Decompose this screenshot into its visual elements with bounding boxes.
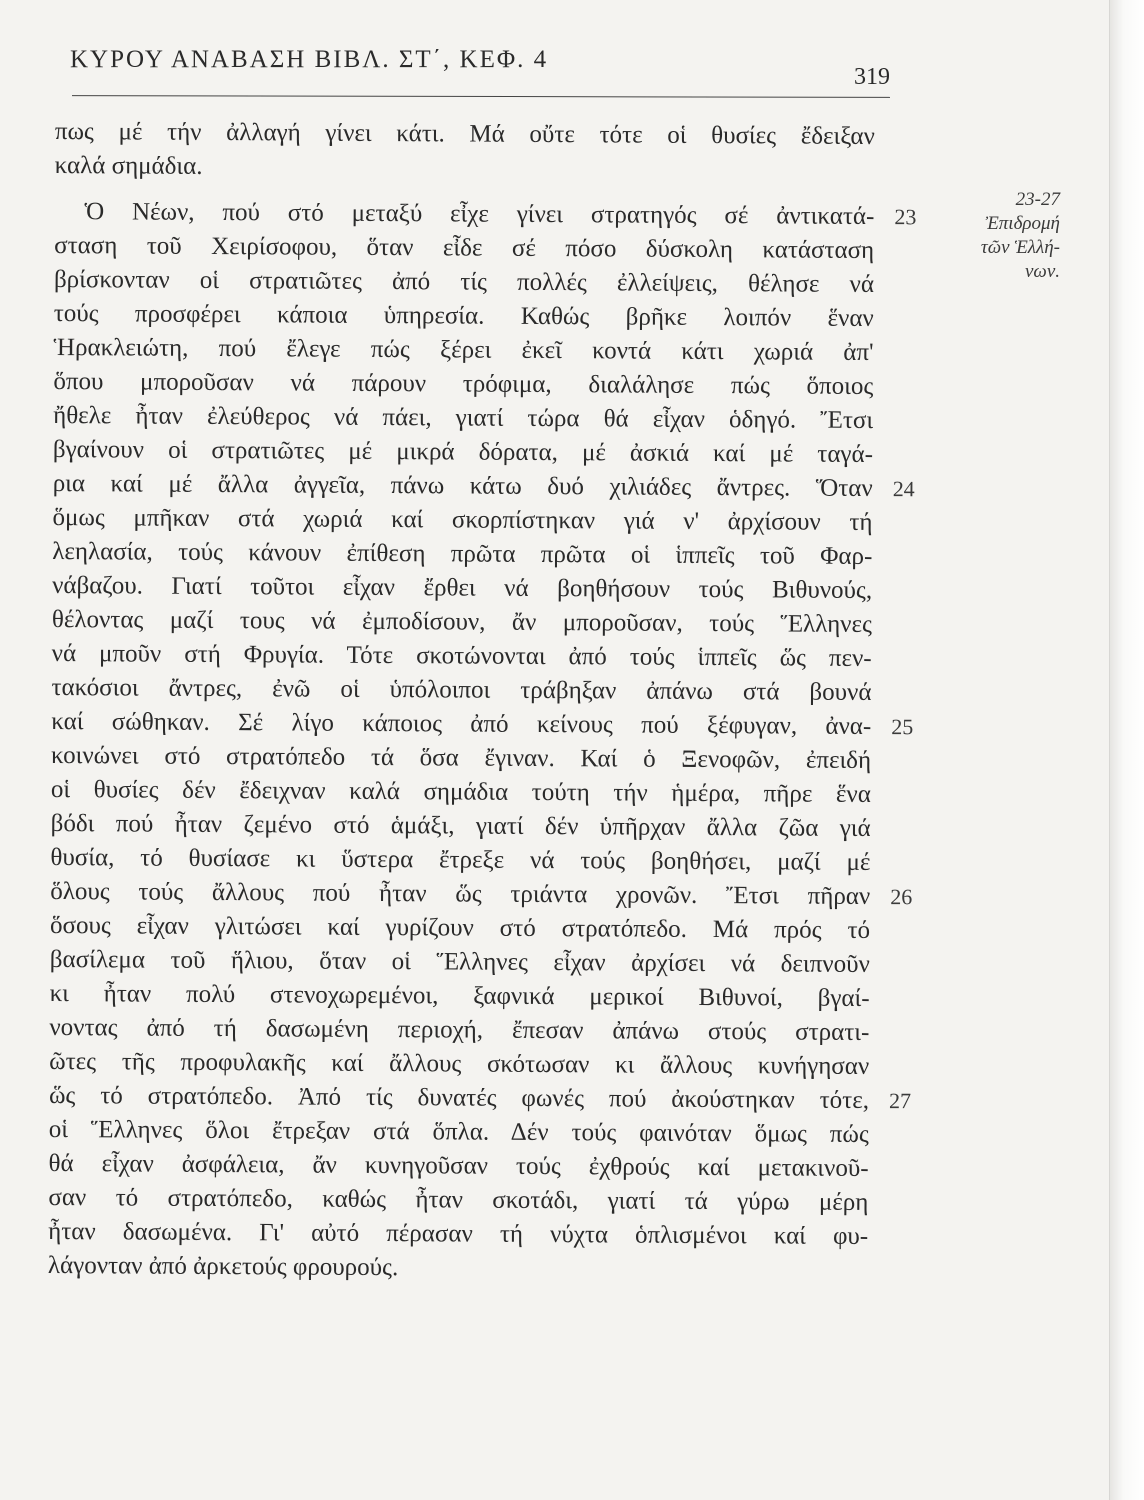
margin-note xyxy=(940,188,1060,284)
text-line: θυσία, τό θυσίασε κι ὕστερα ἔτρεξε νά τούς βοηθήσει, μαζί μέ xyxy=(50,843,871,876)
text-line: νάβαζου. Γιατί τοῦτοι εἶχαν ἔρθει νά βοηθήσουν τούς Βιθυνούς, xyxy=(52,571,873,605)
text-line: οἱ θυσίες δέν ἔδειχναν καλά σημάδια τούτη τήν ἡμέρα, πῆρε ἕνα xyxy=(50,775,871,808)
text-line: ὅμως μπῆκαν στά χωριά καί σκορπίστηκαν γιά ν' ἀρχίσουν τή xyxy=(52,503,873,537)
text-line: ρια καί μέ ἄλλα ἀγγεῖα, πάνω κάτω δυό χιλιάδες ἄντρες. Ὅταν xyxy=(52,469,873,503)
text-line: λεηλασία, τούς κάνουν ἐπίθεση πρῶτα πρῶτα οἱ ἱππεῖς τοῦ Φαρ- xyxy=(52,537,873,571)
text-line: λάγονταν ἀπό ἀρκετούς φρουρούς. xyxy=(47,1251,399,1282)
text-line: νά μποῦν στή Φρυγία. Τότε σκοτώνονται ἀπό τούς ἱππεῖς ὥς πεν- xyxy=(51,639,872,672)
margin-note-line: νων. xyxy=(1024,261,1060,282)
text-line: βρίσκονταν οἱ στρατιῶτες ἀπό τίς πολλές ἐλλείψεις, θέλησε νά xyxy=(53,265,875,299)
text-line: βασίλεμα τοῦ ἥλιου, ὅταν οἱ Ἕλληνες εἶχαν ἀρχίσει νά δειπνοῦν xyxy=(49,945,870,978)
text-line: βγαίνουν οἱ στρατιῶτες μέ μικρά δόρατα, μέ ἀσκιά καί μέ ταγά- xyxy=(52,435,874,469)
text-line: ὅπου μποροῦσαν νά πάρουν τρόφιμα, διαλάλησε πώς ὅποιος xyxy=(53,367,874,401)
text-line: τακόσιοι ἄντρες, ἐνῶ οἱ ὑπόλοιποι τράβηξαν ἀπάνω στά βουνά xyxy=(51,673,872,706)
text-line: ὥς τό στρατόπεδο. Ἀπό τίς δυνατές φωνές πού ἀκούστηκαν τότε, xyxy=(48,1081,870,1114)
margin-note-line: Ἐπιδρομή xyxy=(985,213,1060,234)
text-line: ὅλους τούς ἄλλους πού ἦταν ὥς τριάντα χρονῶν. Ἔτσι πῆραν xyxy=(50,877,871,910)
page-number: 319 xyxy=(854,64,890,90)
text-line: ἦταν δασωμένα. Γι' αὐτό πέρασαν τή νύχτα ὁπλισμένοι καί φυ- xyxy=(48,1217,869,1250)
main-text xyxy=(47,115,917,1282)
margin-note-range: 23-27 xyxy=(1015,189,1060,210)
text-line: θά εἶχαν ἀσφάλεια, ἄν κυνηγοῦσαν τούς ἐχθρούς καί μετακινοῦ- xyxy=(48,1149,869,1182)
text-line: νοντας ἀπό τή δασωμένη περιοχή, ἔπεσαν ἀπάνω στούς στρατι- xyxy=(49,1013,870,1046)
page-edge xyxy=(1109,0,1144,1500)
section-marker-24: 24 xyxy=(892,476,915,502)
text-line: ἤθελε ἦταν ἐλεύθερος νά πάει, γιατί τώρα θά εἶχαν ὁδηγό. Ἔτσι xyxy=(53,401,874,435)
text-line: καί σώθηκαν. Σέ λίγο κάποιος ἀπό κείνους πού ξέφυγαν, ἀνα- xyxy=(51,707,872,740)
section-marker-23: 23 xyxy=(894,204,917,230)
text-line: κοινώνει στό στρατόπεδο τά ὅσα ἔγιναν. Καί ὁ Ξενοφῶν, ἐπειδή xyxy=(51,741,872,774)
text-line: βόδι πού ἦταν ζεμένο στό ἁμάξι, γιατί δέν ὑπῆρχαν ἄλλα ζῶα γιά xyxy=(50,809,871,842)
text-line: σταση τοῦ Χειρίσοφου, ὅταν εἶδε σέ πόσο δύσκολη κατάσταση xyxy=(54,231,875,265)
section-marker-26: 26 xyxy=(890,884,913,910)
text-line: καλά σημάδια. xyxy=(54,151,203,180)
section-marker-25: 25 xyxy=(891,714,914,740)
text-line: θέλοντας μαζί τους νά ἐμποδίσουν, ἄν μποροῦσαν, τούς Ἕλληνες xyxy=(51,605,872,638)
text-line: πως μέ τήν ἀλλαγή γίνει κάτι. Μά οὔτε τότε οἱ θυσίες ἔδειξαν xyxy=(54,117,875,151)
text-line: τούς προσφέρει κάποια ὑπηρεσία. Καθώς βρῆκε λοιπόν ἕναν xyxy=(53,299,874,333)
text-line: κι ἦταν πολύ στενοχωρεμένοι, ξαφνικά μερικοί Βιθυνοί, βγαί- xyxy=(49,979,870,1012)
text-line: Ἡρακλειώτη, πού ἔλεγε πώς ξέρει ἐκεῖ κοντά κάτι χωριά ἀπ' xyxy=(53,333,874,367)
section-marker-27: 27 xyxy=(888,1088,912,1114)
text-line: οἱ Ἕλληνες ὅλοι ἔτρεξαν στά ὅπλα. Δέν τούς φαινόταν ὅμως πώς xyxy=(48,1115,869,1148)
text-line: σαν τό στρατόπεδο, καθώς ἦταν σκοτάδι, γιατί τά γύρω μέρη xyxy=(48,1183,869,1216)
text-line: ῶτες τῆς προφυλακῆς καί ἄλλους σκότωσαν κι ἄλλους κυνήγησαν xyxy=(49,1047,870,1080)
running-title: ΚΥΡΟΥ ΑΝΑΒΑΣΗ ΒΙΒΛ. ΣΤ΄, ΚΕΦ. 4 xyxy=(70,46,549,73)
running-head xyxy=(70,42,890,102)
text-line: Ὁ Νέων, πού στό μεταξύ εἶχε γίνει στρατηγός σέ ἀντικατά- xyxy=(84,198,875,231)
text-line: ὅσους εἶχαν γλιτώσει καί γυρίζουν στό στρατόπεδο. Μά πρός τό xyxy=(49,911,871,944)
margin-note-line: τῶν Ἑλλή- xyxy=(980,237,1060,258)
